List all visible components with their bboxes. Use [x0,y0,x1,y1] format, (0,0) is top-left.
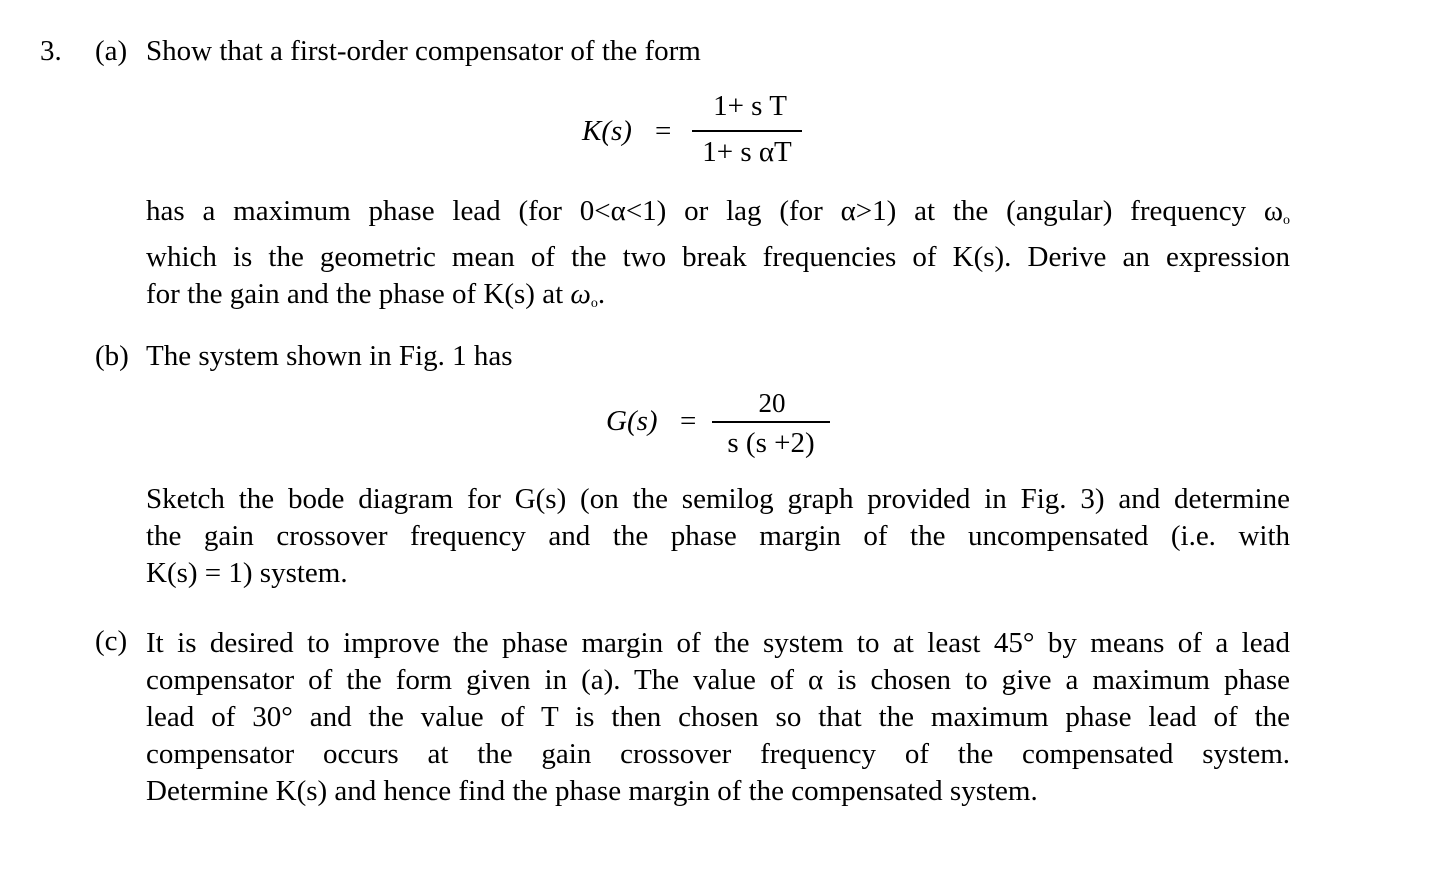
part-a-label: (a) [95,35,128,67]
equation-k-equals: = [655,115,672,147]
part-c-label: (c) [95,625,128,657]
part-a-intro: Show that a first-order compensator of the form [146,35,701,67]
part-c-line-4: compensator occurs at the gain crossover frequency of the compensated system. [146,738,1290,770]
part-a-line-1-text: has a maximum phase lead (for 0<α<1) or lag (for α>1) at the (angular) frequency ω [146,195,1283,227]
part-b-label: (b) [95,340,129,372]
equation-g-numerator: 20 [758,388,786,418]
equation-k-lhs [582,115,632,148]
part-c-line-5: Determine K(s) and hence find the phase margin of the compensated system. [146,775,1038,807]
part-c-paragraph [146,625,1290,810]
part-b-line-2: the gain crossover frequency and the phase margin of the uncompensated (i.e. with [146,520,1290,552]
equation-k-denominator: 1+ s αT [702,136,792,168]
part-a-paragraph [146,193,1290,322]
equation-g-denominator: s (s +2) [727,427,815,459]
part-a-line-3-pre: for the gain and the phase of K(s) at [146,278,571,310]
equation-k-numerator: 1+ s T [713,90,787,122]
part-a-line-3-post: . [597,278,606,310]
part-b-intro: The system shown in Fig. 1 has [146,340,513,372]
omega-subscript: o [1283,213,1290,228]
equation-k-lhs-text: K(s) [582,115,632,147]
equation-g-fraction-bar [712,421,830,423]
part-a-line-2: which is the geometric mean of the two break frequencies of K(s). Derive an expression [146,241,1290,273]
part-c-line-3: lead of 30° and the value of T is then chosen so that the maximum phase lead of the [146,701,1290,733]
part-c-line-1: It is desired to improve the phase margin of the system to at least 45° by means of a lead [146,627,1290,659]
equation-g-lhs [606,405,658,438]
question-number: 3. [40,35,62,67]
part-b-paragraph [146,481,1290,592]
part-c-line-2: compensator of the form given in (a). The value of α is chosen to give a maximum phase [146,664,1290,696]
part-a-line-1 [146,193,1290,239]
part-b-line-1: Sketch the bode diagram for G(s) (on the semilog graph provided in Fig. 3) and determine [146,483,1290,515]
part-b-line-3: K(s) = 1) system. [146,557,348,589]
equation-g-equals: = [680,405,697,437]
equation-g-lhs-text: G(s) [606,405,658,437]
part-a-line-3 [146,276,1290,322]
omega-subscript-2: o [590,296,598,311]
omega-symbol: ω [570,278,591,310]
equation-k-fraction-bar [692,130,802,132]
